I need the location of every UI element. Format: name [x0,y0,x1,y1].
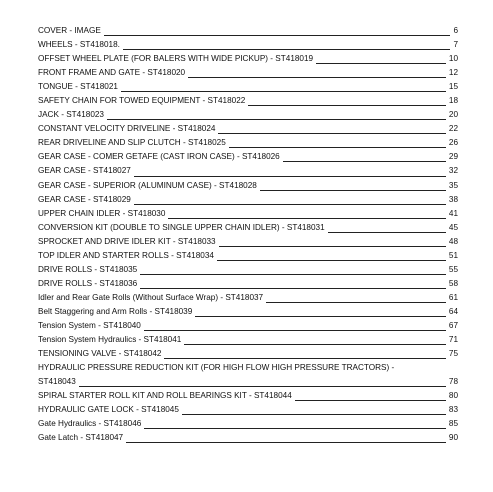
toc-entry-page-number: 58 [448,278,458,288]
toc-leader-line [328,232,446,233]
toc-entry-page-number: 29 [448,152,458,162]
toc-leader-line [164,358,445,359]
toc-entry[interactable] [38,431,458,445]
toc-leader-line [182,414,446,415]
toc-entry-title: TOP IDLER AND STARTER ROLLS - ST418034 [38,250,214,260]
toc-leader-line [295,400,446,401]
toc-entry-page-number: 80 [448,391,458,401]
toc-entry-page-number: 48 [448,236,458,246]
toc-entry-title: CONSTANT VELOCITY DRIVELINE - ST418024 [38,124,216,134]
toc-entry[interactable] [38,361,458,375]
toc-leader-line [107,119,446,120]
toc-entry-page-number: 78 [448,377,458,387]
toc-leader-line [188,77,446,78]
toc-entry-title: Gate Hydraulics - ST418046 [38,419,142,429]
toc-leader-line [140,288,446,289]
toc-entry-title: Belt Staggering and Arm Rolls - ST418039 [38,306,193,316]
toc-entry[interactable] [38,179,458,193]
toc-entry-title: HYDRAULIC PRESSURE REDUCTION KIT (FOR HIGH FLOW HIGH PRESSURE TRACTORS) - [38,363,395,373]
toc-leader-line [126,442,446,443]
toc-entry-title: Idler and Rear Gate Rolls (Without Surface Wrap) - ST418037 [38,292,264,302]
toc-leader-line [218,133,445,134]
toc-entry-title: Gate Latch - ST418047 [38,433,124,443]
toc-leader-line [121,91,446,92]
toc-entry[interactable] [38,277,458,291]
toc-entry-title: HYDRAULIC GATE LOCK - ST418045 [38,405,179,415]
toc-entry-title: DRIVE ROLLS - ST418035 [38,264,138,274]
toc-entry-page-number: 7 [453,40,458,50]
toc-leader-line [134,204,446,205]
toc-entry-title: REAR DRIVELINE AND SLIP CLUTCH - ST418025 [38,138,226,148]
toc-entry-title: COVER - IMAGE [38,26,101,35]
toc-leader-line [144,428,446,429]
toc-leader-line [79,386,446,387]
toc-entry[interactable] [38,150,458,164]
toc-leader-line [283,161,446,162]
toc-entry-page-number: 90 [448,433,458,443]
toc-entry-page-number: 6 [453,26,458,35]
toc-entry[interactable] [38,389,458,403]
toc-entry[interactable] [38,193,458,207]
toc-entry[interactable] [38,80,458,94]
toc-entry[interactable] [38,136,458,150]
toc-entry-page-number: 61 [448,292,458,302]
toc-leader-line [144,330,446,331]
toc-entry-page-number: 10 [448,54,458,64]
toc-leader-line [229,147,446,148]
toc-entry-page-number: 22 [448,124,458,134]
toc-entry-title: OFFSET WHEEL PLATE (FOR BALERS WITH WIDE PICKUP) - ST418019 [38,54,314,64]
toc-leader-line [316,63,446,64]
toc-entry[interactable] [38,221,458,235]
toc-leader-line [168,218,445,219]
toc-entry-page-number: 35 [448,180,458,190]
toc-leader-line [248,105,446,106]
toc-entry-page-number: 41 [448,208,458,218]
toc-entry-page-number: 15 [448,82,458,92]
toc-entry-title: Tension System Hydraulics - ST418041 [38,335,182,345]
toc-entry-page-number: 75 [448,349,458,359]
toc-entry-page-number: 12 [448,68,458,78]
toc-entry-page-number: 38 [448,194,458,204]
toc-entry[interactable] [38,66,458,80]
toc-leader-line [266,302,446,303]
toc-entry-title: TONGUE - ST418021 [38,82,118,92]
toc-entry-title: CONVERSION KIT (DOUBLE TO SINGLE UPPER CHAIN IDLER) - ST418031 [38,222,325,232]
toc-entry-page-number: 83 [448,405,458,415]
toc-entry[interactable] [38,319,458,333]
toc-leader-line [104,35,451,36]
toc-entry-title: ST418043 [38,377,76,387]
toc-entry-page-number: 55 [448,264,458,274]
toc-entry[interactable] [38,417,458,431]
toc-entry-title: GEAR CASE - ST418029 [38,194,131,204]
toc-entry[interactable] [38,263,458,277]
toc-entry[interactable] [38,333,458,347]
toc-entry[interactable] [38,207,458,221]
toc-leader-line [260,190,446,191]
toc-leader-line [219,246,446,247]
toc-leader-line [134,176,446,177]
toc-entry[interactable] [38,291,458,305]
toc-entry[interactable] [38,347,458,361]
toc-entry-title: SAFETY CHAIN FOR TOWED EQUIPMENT - ST418022 [38,96,246,106]
toc-entry[interactable] [38,38,458,52]
toc-entry[interactable] [38,52,458,66]
toc-entry[interactable] [38,235,458,249]
toc-entry-page-number: 32 [448,166,458,176]
toc-entry-title: JACK - ST418023 [38,110,104,120]
toc-entry-title: SPROCKET AND DRIVE IDLER KIT - ST418033 [38,236,216,246]
toc-entry-page-number: 51 [448,250,458,260]
toc-entry[interactable] [38,375,458,389]
toc-entry-title: TENSIONING VALVE - ST418042 [38,349,162,359]
toc-entry[interactable] [38,122,458,136]
toc-entry-page-number: 26 [448,138,458,148]
toc-entry[interactable] [38,164,458,178]
toc-entry-title: GEAR CASE - COMER GETAFE (CAST IRON CASE) - ST418026 [38,152,280,162]
toc-entry[interactable] [38,94,458,108]
toc-entry-page-number: 18 [448,96,458,106]
toc-leader-line [195,316,446,317]
toc-entry-page-number: 67 [448,320,458,330]
toc-entry-title: WHEELS - ST418018. [38,40,120,50]
toc-entry-page-number: 85 [448,419,458,429]
toc-entry-page-number: 71 [448,335,458,345]
toc-leader-line [184,344,446,345]
toc-leader-line [217,260,446,261]
toc-leader-line [123,49,451,50]
toc-entry[interactable] [38,249,458,263]
toc-entry[interactable] [38,108,458,122]
toc-entry-title: GEAR CASE - SUPERIOR (ALUMINUM CASE) - ST418028 [38,180,257,190]
toc-entry-title: SPIRAL STARTER ROLL KIT AND ROLL BEARINGS KIT - ST418044 [38,391,292,401]
toc-entry-title: UPPER CHAIN IDLER - ST418030 [38,208,166,218]
toc-entry[interactable] [38,305,458,319]
toc-entry-title: Tension System - ST418040 [38,320,141,330]
toc-entry-title: DRIVE ROLLS - ST418036 [38,278,138,288]
toc-entry-page-number: 20 [448,110,458,120]
toc-entry[interactable] [38,403,458,417]
toc-entry-title: GEAR CASE - ST418027 [38,166,131,176]
toc-entry-title: FRONT FRAME AND GATE - ST418020 [38,68,186,78]
toc-entry-page-number: 45 [448,222,458,232]
toc-entry-page-number: 64 [448,306,458,316]
table-of-contents [38,24,458,445]
toc-leader-line [140,274,446,275]
toc-entry[interactable] [38,24,458,38]
